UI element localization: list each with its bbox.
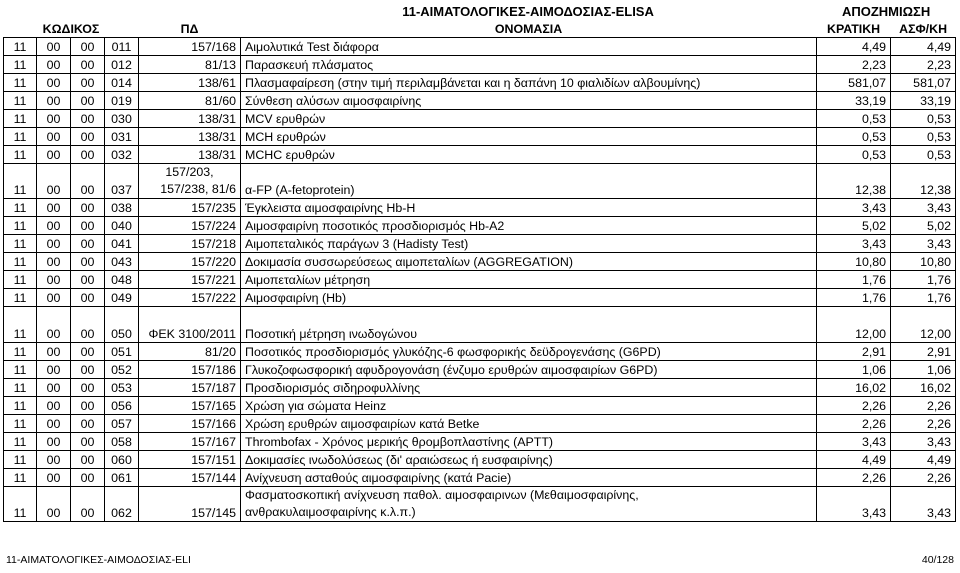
document-title: 11-ΑΙΜΑΤΟΛΟΓΙΚΕΣ-ΑΙΜΟΔΟΣΙΑΣ-ELISA (4, 3, 817, 20)
code-part-3: 00 (71, 199, 105, 217)
code-part-1: 11 (4, 289, 37, 307)
exam-name: Παρασκευή πλάσματος (241, 56, 817, 74)
pd-reference: 138/31 (139, 146, 241, 164)
code-part-4: 012 (105, 56, 139, 74)
code-part-1: 11 (4, 271, 37, 289)
page-number: 40/128 (921, 554, 954, 566)
code-part-1: 11 (4, 38, 37, 56)
code-part-3: 00 (71, 271, 105, 289)
asfaliki-price: 5,02 (891, 217, 956, 235)
pd-reference: 138/31 (139, 128, 241, 146)
pd-reference: 157/220 (139, 253, 241, 271)
pd-reference: 157/224 (139, 217, 241, 235)
table-row (4, 199, 956, 217)
asfaliki-price: 3,43 (891, 433, 956, 451)
exam-name: α-FP (A-fetoprotein) (241, 164, 817, 199)
asfaliki-price: 3,43 (891, 235, 956, 253)
table-row (4, 451, 956, 469)
pd-reference-line-2: 157/238, 81/6 (160, 182, 236, 196)
exam-name: Ανίχνευση ασταθούς αιμοσφαιρίνης (κατά Pacie) (241, 469, 817, 487)
asfaliki-price: 0,53 (891, 110, 956, 128)
pd-reference: 157/235 (139, 199, 241, 217)
pd-reference: 157/221 (139, 271, 241, 289)
code-part-1: 11 (4, 199, 37, 217)
column-header-pd: ΠΔ (139, 20, 241, 38)
column-header-kratiki: ΚΡΑΤΙΚΗ (817, 20, 891, 38)
asfaliki-price: 3,43 (891, 199, 956, 217)
exam-name: Ποσοτική μέτρηση ινωδογώνου (241, 307, 817, 343)
exam-name-line-2: ανθρακυλαιμοσφαιρίνης κ.λ.π.) (245, 505, 416, 519)
code-part-3: 00 (71, 128, 105, 146)
code-part-4: 053 (105, 379, 139, 397)
pd-reference: 157/168 (139, 38, 241, 56)
code-part-1: 11 (4, 235, 37, 253)
exam-name: Έγκλειστα αιμοσφαιρίνης Hb-H (241, 199, 817, 217)
pd-reference: 157/186 (139, 361, 241, 379)
code-part-3: 00 (71, 379, 105, 397)
code-part-4: 058 (105, 433, 139, 451)
pd-reference (139, 164, 241, 199)
code-part-1: 11 (4, 110, 37, 128)
table-row (4, 217, 956, 235)
kratiki-price: 3,43 (817, 433, 891, 451)
kratiki-price: 2,26 (817, 469, 891, 487)
pd-reference: 81/13 (139, 56, 241, 74)
code-part-3: 00 (71, 289, 105, 307)
code-part-2: 00 (37, 397, 71, 415)
kratiki-price: 2,23 (817, 56, 891, 74)
code-part-3: 00 (71, 415, 105, 433)
code-part-3: 00 (71, 110, 105, 128)
pd-reference: 157/145 (139, 487, 241, 522)
table-row (4, 343, 956, 361)
exam-name: Thrombofax - Χρόνος μερικής θρομβοπλαστίνης (APTT) (241, 433, 817, 451)
exam-name: Προσδιορισμός σιδηροφυλλίνης (241, 379, 817, 397)
table-row (4, 289, 956, 307)
code-part-4: 032 (105, 146, 139, 164)
code-part-1: 11 (4, 379, 37, 397)
code-part-4: 011 (105, 38, 139, 56)
code-part-2: 00 (37, 253, 71, 271)
code-part-3: 00 (71, 433, 105, 451)
footer-document-name: 11-ΑΙΜΑΤΟΛΟΓΙΚΕΣ-ΑΙΜΟΔΟΣΙΑΣ-ELI (6, 554, 191, 566)
exam-name: Δοκιμασία συσσωρεύσεως αιμοπεταλίων (AGGREGATION) (241, 253, 817, 271)
table-row (4, 92, 956, 110)
pd-reference: 81/60 (139, 92, 241, 110)
table-row (4, 307, 956, 343)
exam-name: Πλασμαφαίρεση (στην τιμή περιλαμβάνεται και η δαπάνη 10 φιαλιδίων αλβουμίνης) (241, 74, 817, 92)
code-part-2: 00 (37, 199, 71, 217)
pd-reference: 157/187 (139, 379, 241, 397)
code-part-3: 00 (71, 74, 105, 92)
asfaliki-price: 2,26 (891, 415, 956, 433)
kratiki-price: 0,53 (817, 128, 891, 146)
asfaliki-price: 1,76 (891, 271, 956, 289)
fee-schedule-table (3, 3, 956, 522)
kratiki-price: 0,53 (817, 110, 891, 128)
code-part-2: 00 (37, 217, 71, 235)
exam-name: Γλυκοζοφωσφορική αφυδρογονάση (ένζυμο ερυθρών αιμοσφαιρίων G6PD) (241, 361, 817, 379)
code-part-1: 11 (4, 397, 37, 415)
code-part-1: 11 (4, 361, 37, 379)
code-part-4: 050 (105, 307, 139, 343)
table-row (4, 38, 956, 56)
code-part-2: 00 (37, 307, 71, 343)
kratiki-price: 1,76 (817, 271, 891, 289)
kratiki-price: 2,91 (817, 343, 891, 361)
table-row (4, 469, 956, 487)
kratiki-price: 33,19 (817, 92, 891, 110)
kratiki-price: 3,43 (817, 199, 891, 217)
page-footer (6, 554, 954, 568)
asfaliki-price: 2,91 (891, 343, 956, 361)
asfaliki-price: 0,53 (891, 146, 956, 164)
asfaliki-price: 1,76 (891, 289, 956, 307)
code-part-3: 00 (71, 235, 105, 253)
exam-name: Αιμοσφαιρίνη (Hb) (241, 289, 817, 307)
code-part-1: 11 (4, 307, 37, 343)
exam-name: MCV ερυθρών (241, 110, 817, 128)
pd-reference: 157/218 (139, 235, 241, 253)
kratiki-price: 0,53 (817, 146, 891, 164)
asfaliki-price: 4,49 (891, 38, 956, 56)
code-part-2: 00 (37, 343, 71, 361)
table-row (4, 56, 956, 74)
code-part-2: 00 (37, 146, 71, 164)
pd-reference: 157/151 (139, 451, 241, 469)
code-part-2: 00 (37, 92, 71, 110)
code-part-3: 00 (71, 217, 105, 235)
code-part-3: 00 (71, 307, 105, 343)
table-row (4, 235, 956, 253)
code-part-4: 014 (105, 74, 139, 92)
code-part-1: 11 (4, 74, 37, 92)
code-part-4: 060 (105, 451, 139, 469)
code-part-3: 00 (71, 451, 105, 469)
column-header-asfaliki: ΑΣΦ/ΚΗ (891, 20, 956, 38)
asfaliki-price: 581,07 (891, 74, 956, 92)
kratiki-price: 3,43 (817, 487, 891, 522)
asfaliki-price: 3,43 (891, 487, 956, 522)
code-part-3: 00 (71, 56, 105, 74)
column-header-name: ΟΝΟΜΑΣΙΑ (241, 20, 817, 38)
exam-name: Αιμοπεταλίων μέτρηση (241, 271, 817, 289)
asfaliki-price: 12,38 (891, 164, 956, 199)
code-part-4: 041 (105, 235, 139, 253)
code-part-4: 062 (105, 487, 139, 522)
code-part-4: 049 (105, 289, 139, 307)
table-title-row (4, 3, 956, 20)
kratiki-price: 2,26 (817, 397, 891, 415)
table-row (4, 164, 956, 199)
kratiki-price: 581,07 (817, 74, 891, 92)
table-row (4, 379, 956, 397)
table-row (4, 487, 956, 522)
code-part-4: 052 (105, 361, 139, 379)
compensation-title: ΑΠΟΖΗΜΙΩΣΗ (817, 3, 956, 20)
exam-name: Χρώση για σώματα Heinz (241, 397, 817, 415)
pd-reference: 157/166 (139, 415, 241, 433)
code-part-4: 040 (105, 217, 139, 235)
column-header-code: ΚΩΔΙΚΟΣ (4, 20, 139, 38)
asfaliki-price: 16,02 (891, 379, 956, 397)
code-part-4: 061 (105, 469, 139, 487)
exam-name: Δοκιμασίες ινωδολύσεως (δι' αραιώσεως ή ευσφαιρίνης) (241, 451, 817, 469)
kratiki-price: 4,49 (817, 451, 891, 469)
exam-name: Σύνθεση αλύσων αιμοσφαιρίνης (241, 92, 817, 110)
exam-name: Χρώση ερυθρών αιμοσφαιρίων κατά Betke (241, 415, 817, 433)
code-part-3: 00 (71, 469, 105, 487)
exam-name: Αιμολυτικά Test διάφορα (241, 38, 817, 56)
code-part-4: 056 (105, 397, 139, 415)
kratiki-price: 12,38 (817, 164, 891, 199)
exam-name (241, 487, 817, 522)
code-part-3: 00 (71, 38, 105, 56)
exam-name: Αιμοσφαιρίνη ποσοτικός προσδιορισμός Hb-A2 (241, 217, 817, 235)
table-row (4, 74, 956, 92)
kratiki-price: 3,43 (817, 235, 891, 253)
asfaliki-price: 0,53 (891, 128, 956, 146)
table-row (4, 397, 956, 415)
table-row (4, 253, 956, 271)
asfaliki-price: 4,49 (891, 451, 956, 469)
code-part-2: 00 (37, 74, 71, 92)
pd-reference-line-1: 157/203, (165, 165, 214, 179)
exam-name: MCHC ερυθρών (241, 146, 817, 164)
kratiki-price: 16,02 (817, 379, 891, 397)
code-part-2: 00 (37, 128, 71, 146)
code-part-2: 00 (37, 271, 71, 289)
code-part-1: 11 (4, 217, 37, 235)
code-part-1: 11 (4, 433, 37, 451)
exam-name: MCH ερυθρών (241, 128, 817, 146)
asfaliki-price: 2,23 (891, 56, 956, 74)
code-part-3: 00 (71, 343, 105, 361)
table-row (4, 110, 956, 128)
pd-reference: ΦΕΚ 3100/2011 (139, 307, 241, 343)
pd-reference: 157/165 (139, 397, 241, 415)
asfaliki-price: 33,19 (891, 92, 956, 110)
code-part-3: 00 (71, 361, 105, 379)
code-part-2: 00 (37, 379, 71, 397)
code-part-2: 00 (37, 361, 71, 379)
code-part-2: 00 (37, 469, 71, 487)
kratiki-price: 4,49 (817, 38, 891, 56)
asfaliki-price: 2,26 (891, 397, 956, 415)
table-row (4, 433, 956, 451)
code-part-3: 00 (71, 487, 105, 522)
kratiki-price: 1,06 (817, 361, 891, 379)
code-part-4: 048 (105, 271, 139, 289)
code-part-4: 051 (105, 343, 139, 361)
code-part-1: 11 (4, 469, 37, 487)
code-part-1: 11 (4, 164, 37, 199)
code-part-4: 019 (105, 92, 139, 110)
pd-reference: 157/222 (139, 289, 241, 307)
asfaliki-price: 12,00 (891, 307, 956, 343)
code-part-1: 11 (4, 92, 37, 110)
exam-name: Αιμοπεταλικός παράγων 3 (Hadisty Test) (241, 235, 817, 253)
table-row (4, 146, 956, 164)
kratiki-price: 2,26 (817, 415, 891, 433)
asfaliki-price: 1,06 (891, 361, 956, 379)
code-part-3: 00 (71, 397, 105, 415)
code-part-2: 00 (37, 487, 71, 522)
code-part-1: 11 (4, 487, 37, 522)
kratiki-price: 1,76 (817, 289, 891, 307)
column-header-row (4, 20, 956, 38)
exam-name: Ποσοτικός προσδιορισμός γλυκόζης-6 φωσφορικής δεϋδρογενάσης (G6PD) (241, 343, 817, 361)
pd-reference: 138/31 (139, 110, 241, 128)
code-part-1: 11 (4, 451, 37, 469)
code-part-1: 11 (4, 56, 37, 74)
pd-reference: 157/144 (139, 469, 241, 487)
kratiki-price: 5,02 (817, 217, 891, 235)
asfaliki-price: 2,26 (891, 469, 956, 487)
code-part-1: 11 (4, 128, 37, 146)
code-part-4: 057 (105, 415, 139, 433)
code-part-3: 00 (71, 164, 105, 199)
code-part-3: 00 (71, 92, 105, 110)
kratiki-price: 12,00 (817, 307, 891, 343)
code-part-4: 030 (105, 110, 139, 128)
code-part-1: 11 (4, 343, 37, 361)
table-row (4, 361, 956, 379)
code-part-2: 00 (37, 451, 71, 469)
table-row (4, 415, 956, 433)
code-part-1: 11 (4, 253, 37, 271)
pd-reference: 138/61 (139, 74, 241, 92)
asfaliki-price: 10,80 (891, 253, 956, 271)
code-part-2: 00 (37, 235, 71, 253)
code-part-1: 11 (4, 146, 37, 164)
code-part-2: 00 (37, 38, 71, 56)
code-part-4: 043 (105, 253, 139, 271)
code-part-3: 00 (71, 253, 105, 271)
code-part-4: 038 (105, 199, 139, 217)
pd-reference: 81/20 (139, 343, 241, 361)
table-row (4, 128, 956, 146)
code-part-2: 00 (37, 56, 71, 74)
code-part-2: 00 (37, 164, 71, 199)
code-part-3: 00 (71, 146, 105, 164)
table-row (4, 271, 956, 289)
code-part-4: 037 (105, 164, 139, 199)
code-part-1: 11 (4, 415, 37, 433)
pd-reference: 157/167 (139, 433, 241, 451)
code-part-2: 00 (37, 289, 71, 307)
code-part-4: 031 (105, 128, 139, 146)
code-part-2: 00 (37, 415, 71, 433)
code-part-2: 00 (37, 110, 71, 128)
kratiki-price: 10,80 (817, 253, 891, 271)
exam-name-line-1: Φασματοσκοπική ανίχνευση παθολ. αιμοσφαιρινων (Μεθαιμοσφαιρίνης, (245, 488, 639, 502)
code-part-2: 00 (37, 433, 71, 451)
